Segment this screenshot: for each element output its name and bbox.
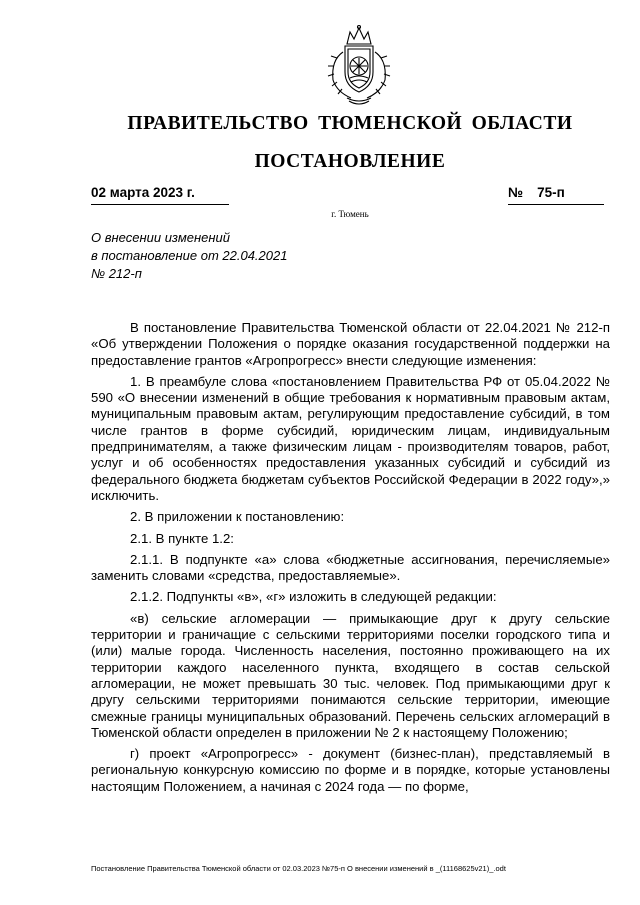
number-sign: №	[508, 185, 524, 200]
document-type: ПОСТАНОВЛЕНИЕ	[254, 151, 446, 172]
body-paragraph: 2.1. В пункте 1.2:	[130, 530, 234, 546]
document-date: 02 марта 2023 г.	[91, 185, 229, 205]
subject-line: № 212-п	[91, 266, 142, 281]
number-value: 75-п	[537, 185, 565, 200]
body-paragraph: 2. В приложении к постановлению:	[130, 509, 345, 525]
body-paragraph: «в) сельские агломерации — примыкающие друг к другу сельские территории и граничащие с сельскими территориями поселки городского типа и (или) малые города. Численность населения, постоянно проживающего на их территории каждого населенного пункта, входящего в состав сельской агломерации, не может превышать 30 тыс. человек. Под примыкающими друг к другу сельскими территориями понимаются сельские территории, имеющие смежные границы муниципальных образований. Перечень сельских агломераций в Тюменской области определен в приложении № 2 к настоящему Положению;	[91, 610, 610, 740]
coat-of-arms-icon	[317, 22, 401, 108]
subject-line: О внесении изменений	[91, 230, 230, 245]
document-subject	[91, 229, 351, 283]
body-paragraph: 1. В преамбуле слова «постановлением Правительства РФ от 05.04.2022 № 590 «О внесении изменений в общие требования к нормативным правовым актам, муниципальным правовым актам, регулирующим предоставление субсидий, в том числе грантов в форме субсидий, юридическим лицам, индивидуальным предпринимателям, а также физическим лицам - производителям товаров, работ, услуг и об особенностях предоставления указанных субсидий и субсидий из федерального бюджета бюджетам субъектов Российской Федерации в 2022 году»,» исключить.	[91, 373, 610, 503]
body-paragraph: г) проект «Агропрогресс» - документ (бизнес-план), представляемый в региональную конкурсную комиссию по форме и в порядке, которые установлены настоящим Положением, а начиная с 2024 года — по форме,	[91, 746, 610, 794]
subject-line: в постановление от 22.04.2021	[91, 248, 288, 263]
city-label: г. Тюмень	[331, 209, 369, 219]
body-paragraph: 2.1.1. В подпункте «а» слова «бюджетные ассигнования, перечисляемые» заменить словами «средства, предоставляемые».	[91, 551, 610, 584]
body-paragraph: 2.1.2. Подпункты «в», «г» изложить в следующей редакции:	[130, 589, 497, 605]
government-title: ПРАВИТЕЛЬСТВО ТЮМЕНСКОЙ ОБЛАСТИ	[127, 113, 573, 134]
body-paragraph: В постановление Правительства Тюменской области от 22.04.2021 № 212-п «Об утверждении Положения о порядке оказания государственной поддержки на предоставление грантов «Агропрогресс» внести следующие изменения:	[91, 320, 610, 368]
page-footer: Постановление Правительства Тюменской области от 02.03.2023 №75-п О внесении изменений в _(11168625v21)_.odt	[91, 864, 506, 873]
document-body	[91, 320, 610, 798]
document-number	[508, 185, 604, 205]
